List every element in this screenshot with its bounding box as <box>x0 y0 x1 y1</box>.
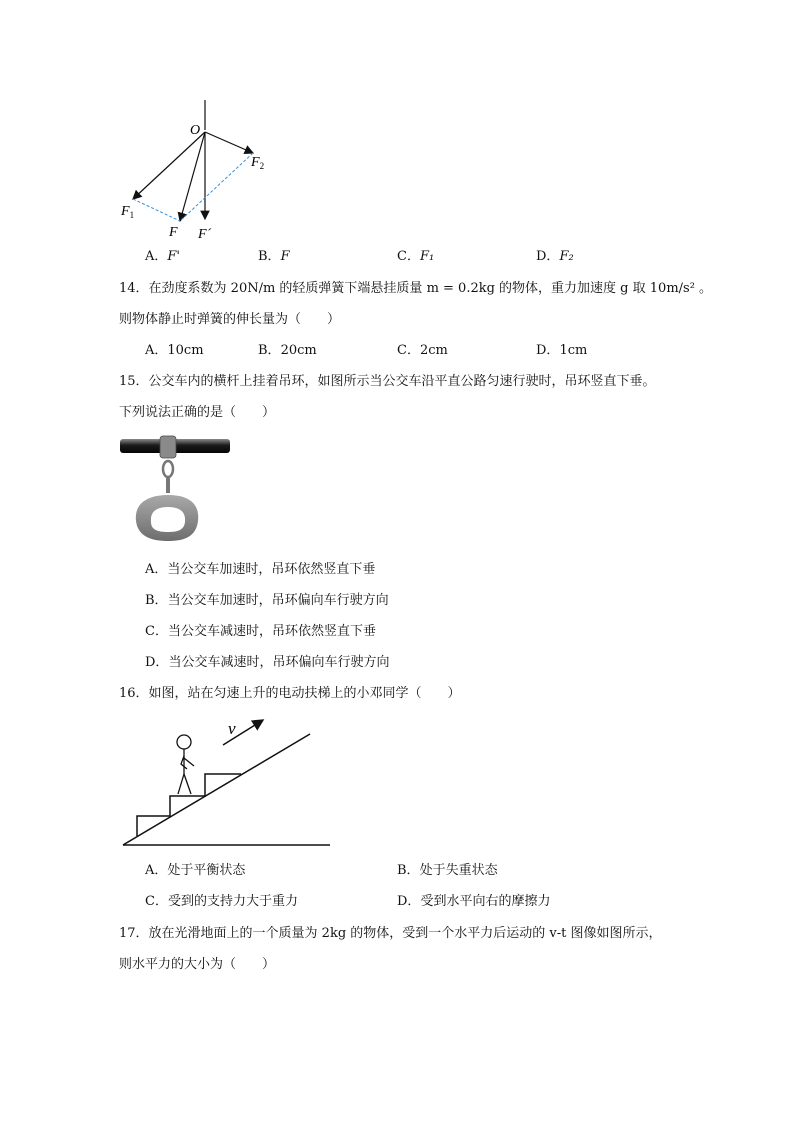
q17-stem-line2: 则水平力的大小为（ ） <box>119 957 276 972</box>
q15-option-a[interactable] <box>145 561 375 579</box>
option-text: 受到的支持力大于重力 <box>167 894 298 909</box>
option-text: F <box>280 249 290 264</box>
option-letter: B． <box>258 343 281 358</box>
option-letter: B． <box>258 249 281 264</box>
option-text: F' <box>167 249 180 264</box>
option-text: 处于失重状态 <box>419 863 498 878</box>
option-text: 10cm <box>167 343 204 358</box>
ring-hole <box>151 507 185 532</box>
person-head <box>177 735 191 749</box>
option-letter: A． <box>145 249 168 264</box>
q14-option-a[interactable] <box>145 342 204 360</box>
q13-option-d[interactable] <box>536 248 574 266</box>
label-f1: $F_1$ <box>121 204 135 220</box>
option-letter: C． <box>397 343 420 358</box>
option-letter: B． <box>145 593 168 608</box>
f2-arrow <box>205 132 253 153</box>
option-text: F₁ <box>419 249 435 264</box>
option-letter: D． <box>536 249 560 264</box>
option-letter: A． <box>145 562 168 577</box>
option-letter: C． <box>145 894 168 909</box>
f-arrow <box>180 132 205 221</box>
option-letter: D． <box>145 655 169 670</box>
option-letter: A． <box>145 863 168 878</box>
label-o: O <box>190 123 201 138</box>
velocity-label: v <box>228 719 236 738</box>
q15-stem-line1: 15．公交车内的横杆上挂着吊环，如图所示当公交车沿平直公路匀速行驶时，吊环竖直下垂。 <box>119 374 656 389</box>
dashed-line-f1-f <box>133 199 180 221</box>
option-letter: D． <box>397 894 421 909</box>
q17-stem-line1: 17．放在光滑地面上的一个质量为 2kg 的物体，受到一个水平力后运动的 v-t 图像如图所示， <box>119 926 662 941</box>
q16-option-a[interactable] <box>145 862 245 880</box>
q15-option-b[interactable] <box>145 592 389 610</box>
option-text: 当公交车加速时，吊环偏向车行驶方向 <box>167 593 389 608</box>
q14-option-d[interactable] <box>536 342 587 360</box>
person-leg-right <box>184 774 191 794</box>
q16-option-c[interactable] <box>145 893 298 911</box>
hanging-ring-image <box>120 433 232 548</box>
option-text: 当公交车减速时，吊环偏向车行驶方向 <box>168 655 390 670</box>
option-text: 当公交车加速时，吊环依然竖直下垂 <box>167 562 376 577</box>
q14-option-b[interactable] <box>258 342 317 360</box>
option-text: 2cm <box>419 343 448 358</box>
person-arm-right <box>184 758 194 766</box>
q15-option-d[interactable] <box>145 654 389 672</box>
option-text: 20cm <box>280 343 317 358</box>
q15-stem-line2: 下列说法正确的是（ ） <box>119 405 276 420</box>
option-letter: B． <box>397 863 420 878</box>
label-f: F <box>169 225 178 240</box>
incline-line <box>123 734 310 845</box>
q13-option-a[interactable] <box>145 248 180 266</box>
q14-option-c[interactable] <box>397 342 448 360</box>
person-leg-left <box>178 774 184 794</box>
force-diagram <box>105 95 285 245</box>
dashed-line-f2-f <box>180 153 253 221</box>
label-f2: $F_2$ <box>251 155 265 171</box>
f1-arrow <box>133 132 205 199</box>
escalator-figure <box>115 712 340 852</box>
q14-stem-line1: 14．在劲度系数为 20N/m 的轻质弹簧下端悬挂质量 m = 0.2kg 的物体，重力加速度 g 取 10m/s² 。 <box>119 281 713 296</box>
strap-clamp <box>160 436 176 458</box>
q13-option-c[interactable] <box>397 248 434 266</box>
q15-option-c[interactable] <box>145 623 376 641</box>
option-text: 1cm <box>559 343 588 358</box>
q13-option-b[interactable] <box>258 248 290 266</box>
option-letter: C． <box>145 624 168 639</box>
q16-option-b[interactable] <box>397 862 498 880</box>
option-text: 处于平衡状态 <box>167 863 246 878</box>
option-letter: D． <box>536 343 560 358</box>
option-text: 当公交车减速时，吊环依然竖直下垂 <box>167 624 376 639</box>
option-text: F₂ <box>559 249 574 264</box>
q16-stem: 16．如图，站在匀速上升的电动扶梯上的小邓同学（ ） <box>119 686 461 701</box>
q14-stem-line2: 则物体静止时弹簧的伸长量为（ ） <box>119 312 341 327</box>
option-text: 受到水平向右的摩擦力 <box>420 894 551 909</box>
hook <box>163 461 173 477</box>
option-letter: A． <box>145 343 168 358</box>
q16-option-d[interactable] <box>397 893 550 911</box>
label-f-prime: F´ <box>198 227 212 242</box>
option-letter: C． <box>397 249 420 264</box>
